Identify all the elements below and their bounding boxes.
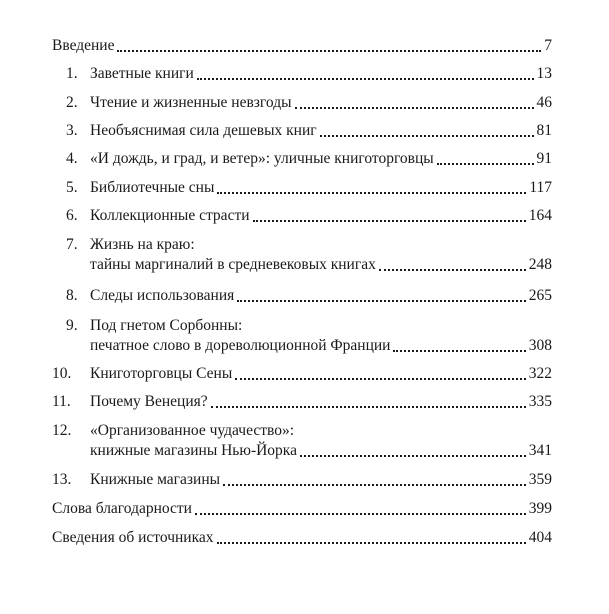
toc-entry-title-line1: Под гнетом Сорбонны: (90, 317, 243, 334)
chapter-number: 12. (52, 422, 72, 439)
toc-entry-title: Библиотечные сны (90, 179, 215, 196)
toc-entry-page: 308 (528, 337, 552, 354)
toc-entry-chapter-11[interactable] (52, 392, 552, 412)
chapter-number: 2. (66, 94, 78, 111)
toc-entry-page: 404 (528, 529, 552, 546)
dot-leader (253, 220, 526, 222)
toc-entry-title: Книжные магазины (90, 471, 221, 488)
toc-entry-title: Коллекционные страсти (90, 207, 250, 224)
toc-entry-page: 341 (528, 442, 552, 459)
chapter-number: 13. (52, 471, 72, 488)
toc-entry-page: 81 (536, 122, 552, 139)
dot-leader (211, 406, 526, 408)
toc-entry-page: 7 (544, 37, 552, 54)
toc-entry-page: 335 (528, 393, 552, 410)
dot-leader (223, 484, 526, 486)
toc-entry-title: Сведения об источниках (52, 529, 214, 546)
toc-entry-title: Почему Венеция? (90, 393, 208, 410)
toc-entry-page: 265 (528, 287, 552, 304)
toc-entry-title: Книготорговцы Сены (90, 365, 233, 382)
toc-entry-intro[interactable] (52, 36, 552, 56)
dot-leader (197, 78, 534, 80)
toc-entry-chapter-3[interactable] (66, 121, 552, 141)
toc-entry-chapter-9[interactable] (66, 316, 552, 356)
toc-entry-chapter-10[interactable] (52, 364, 552, 384)
dot-leader (217, 542, 526, 544)
toc-entry-chapter-7[interactable] (66, 235, 552, 275)
chapter-number: 3. (66, 122, 78, 139)
dot-leader (195, 513, 526, 515)
toc-entry-title: «И дождь, и град, и ветер»: уличные книготорговцы (90, 150, 434, 167)
toc-entry-chapter-12[interactable] (52, 421, 552, 461)
dot-leader (379, 269, 526, 271)
toc-entry-chapter-2[interactable] (66, 93, 552, 113)
toc-entry-page: 91 (536, 150, 552, 167)
toc-entry-page: 117 (529, 179, 552, 196)
toc-entry-chapter-4[interactable] (66, 149, 552, 169)
dot-leader (235, 378, 525, 380)
chapter-number: 5. (66, 179, 78, 196)
toc-entry-page: 248 (528, 256, 552, 273)
toc-entry-page: 359 (528, 471, 552, 488)
toc-entry-page: 322 (528, 365, 552, 382)
dot-leader (320, 135, 534, 137)
toc-entry-title: Следы использования (90, 287, 235, 304)
chapter-number: 11. (52, 393, 71, 410)
toc-entry-sources[interactable] (52, 528, 552, 548)
chapter-number: 7. (66, 236, 78, 253)
chapter-number: 4. (66, 150, 78, 167)
toc-entry-chapter-13[interactable] (52, 470, 552, 490)
toc-entry-title-line2: книжные магазины Нью-Йорка (90, 442, 297, 459)
toc-entry-chapter-1[interactable] (66, 64, 552, 84)
toc-entry-acknowledgements[interactable] (52, 499, 552, 519)
toc-entry-title: Слова благодарности (52, 500, 192, 517)
chapter-number: 10. (52, 365, 72, 382)
dot-leader (393, 350, 525, 352)
toc-entry-title: Чтение и жизненные невзгоды (90, 94, 292, 111)
toc-entry-page: 46 (536, 94, 552, 111)
toc-entry-title: Введение (52, 37, 115, 54)
toc-entry-title-line2: тайны маргиналий в средневековых книгах (90, 256, 376, 273)
toc-entry-title-line1: Жизнь на краю: (90, 236, 195, 253)
toc-entry-chapter-6[interactable] (66, 206, 552, 226)
toc-entry-title-line2: печатное слово в дореволюционной Франции (90, 337, 391, 354)
toc-entry-title-line1: «Организованное чудачество»: (90, 422, 295, 439)
chapter-number: 6. (66, 207, 78, 224)
dot-leader (437, 163, 534, 165)
toc-entry-title: Необъяснимая сила дешевых книг (90, 122, 317, 139)
toc-entry-page: 13 (536, 65, 552, 82)
chapter-number: 8. (66, 287, 78, 304)
toc-entry-title: Заветные книги (90, 65, 194, 82)
toc-entry-page: 164 (528, 207, 552, 224)
dot-leader (117, 50, 541, 52)
toc-entry-chapter-8[interactable] (66, 286, 552, 306)
toc-entry-page: 399 (528, 500, 552, 517)
chapter-number: 9. (66, 317, 78, 334)
toc-entry-chapter-5[interactable] (66, 178, 552, 198)
chapter-number: 1. (66, 65, 78, 82)
dot-leader (237, 300, 526, 302)
dot-leader (300, 455, 526, 457)
dot-leader (217, 192, 526, 194)
dot-leader (295, 107, 534, 109)
